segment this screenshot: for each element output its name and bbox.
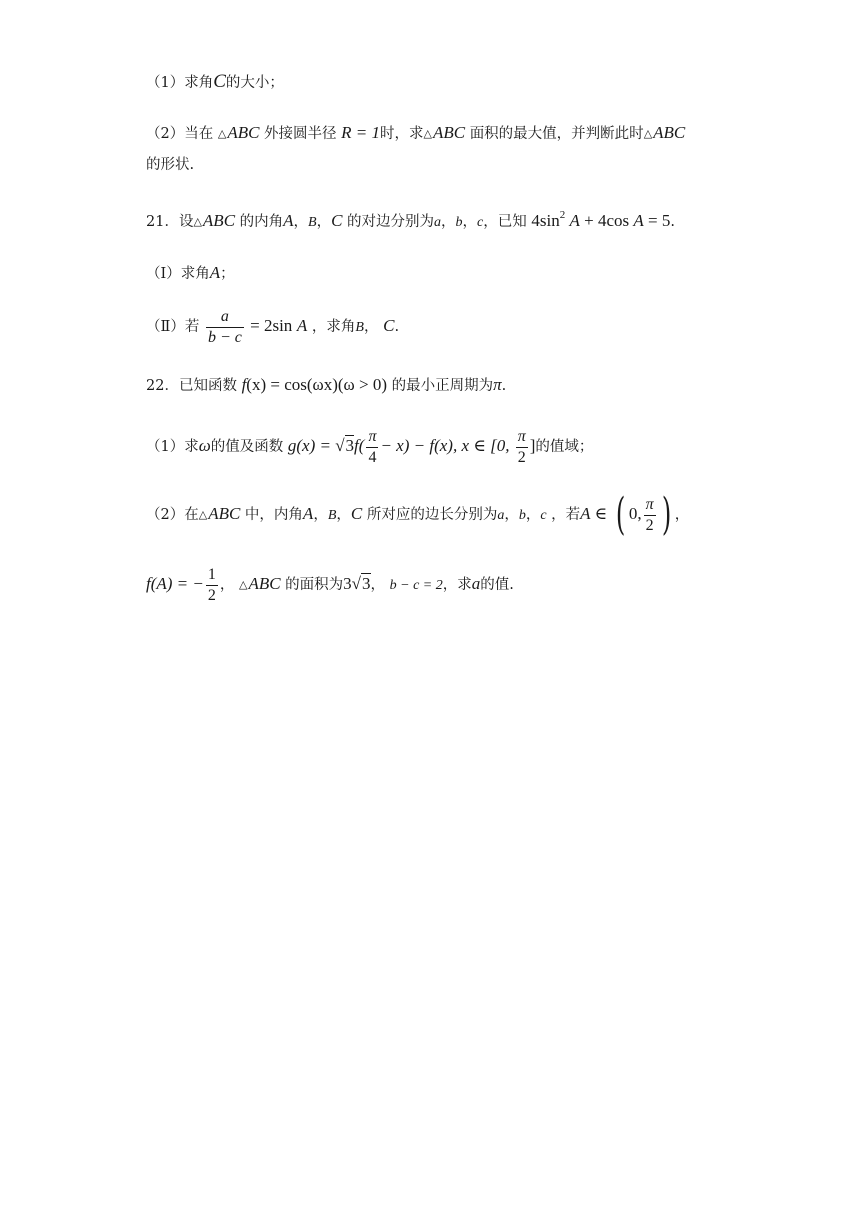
q21-part2-label: （Ⅱ）	[146, 319, 185, 335]
q22-stem: 22．已知函数 f(x) = cos(ωx)(ω > 0) 的最小正周期为π.	[146, 375, 507, 394]
q21-part2: （Ⅱ）若 $\frac{a}{b - c}$ = 2sin A ，求角B， C.	[146, 307, 400, 346]
q20-part2-label: （2）	[146, 126, 185, 142]
q21-given-equation: $4\sin^2$ A + 4cos A = 5	[531, 209, 671, 230]
q22-g-expression: g(x) = √3f( $\frac{\pi}{4}$ − x) − f(x), x ∈ [0, $\frac{\pi}{2}$ ]	[287, 427, 536, 466]
q21-fraction: $\frac{a}{b - c}$	[207, 307, 242, 346]
q22-part2-label: （2）	[146, 507, 185, 523]
q22-function-def: f(x) = cos(ωx)(ω > 0)	[241, 375, 387, 394]
q20-part2-line2: 的形状.	[146, 157, 195, 173]
q22-part2-line2: f(A) = − $\frac{1}{2}$ ， △ABC 的面积为3√3， b − c = 2，求a的值.	[146, 565, 514, 604]
q22-fA-equation: f(A) = − $\frac{1}{2}$	[146, 565, 216, 604]
q22-part2-line1: （2）在△ABC 中，内角A，B，C 所对应的边长分别为a，b，c ，若A ∈ ( 0, $\frac{\pi}{2}$ ) ，	[146, 489, 690, 540]
q21-number: 21．	[146, 214, 179, 230]
q22-number: 22．	[146, 378, 179, 394]
q21-part1: （Ⅰ）求角A；	[146, 263, 235, 282]
q20-part1: （1）求角C的大小；	[146, 71, 284, 92]
right-paren: )	[661, 489, 671, 540]
q20-part2-line1: （2）当在 △ABC 外接圆半径 R = 1时，求△ABC 面积的最大值，并判断此时△ABC	[146, 123, 686, 142]
left-paren: (	[615, 489, 625, 540]
q22-part1-label: （1）	[146, 439, 185, 455]
q20-part1-label: （1）	[146, 75, 185, 91]
q22-area-value: 3√3	[343, 574, 371, 593]
q21-stem: 21．设△ABC 的内角A，B，C 的对边分别为a，b，c，已知 $4\sin^2$ A + 4cos A = 5.	[146, 209, 675, 230]
q21-part1-label: （Ⅰ）	[146, 266, 181, 282]
q22-part1: （1）求ω的值及函数 g(x) = √3f( $\frac{\pi}{4}$ − x) − f(x), x ∈ [0, $\frac{\pi}{2}$ ]的值域；	[146, 427, 594, 466]
